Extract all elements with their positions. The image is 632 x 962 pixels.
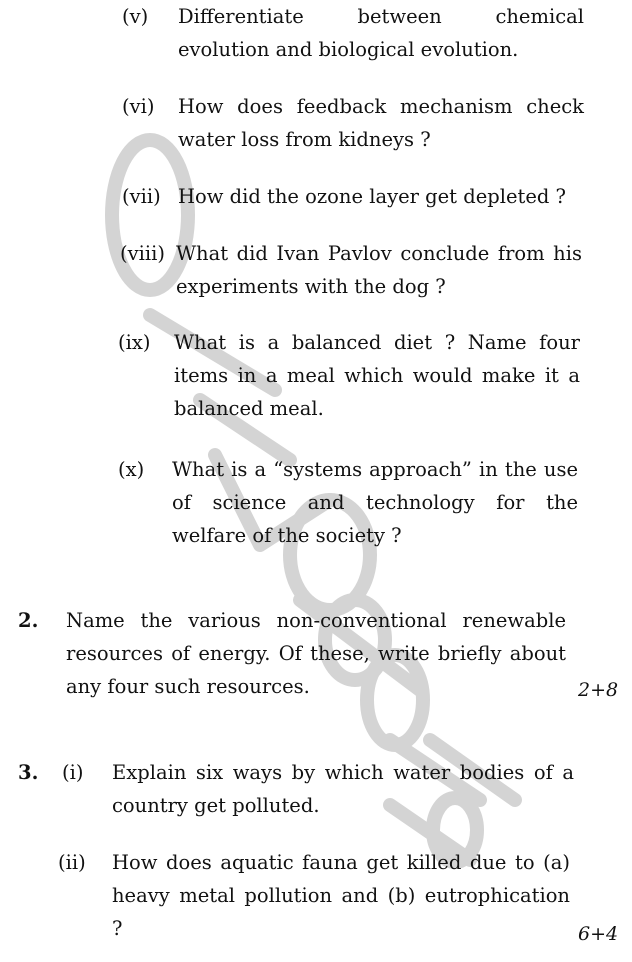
marks-allocation: 6+4 [578, 923, 619, 945]
sub-question-label: (vi) [122, 95, 155, 118]
sub-question-text: Explain six ways by which water bodies of a country get polluted. [112, 761, 574, 817]
sub-question-text: How does feedback mechanism check water loss from kidneys ? [178, 95, 584, 151]
marks-allocation: 2+8 [578, 679, 619, 701]
sub-question-text: What is a balanced diet ? Name four items in a meal which would make it a balanced meal. [174, 331, 580, 420]
question-text: Name the various non-conventional renewable resources of energy. Of these, write briefly about any four such resources. [66, 609, 566, 698]
sub-question-label: (ix) [118, 331, 151, 354]
sub-question-text: Differentiate between chemical evolution and biological evolution. [178, 5, 584, 61]
question-number: 2. [18, 609, 39, 632]
sub-question-label: (v) [122, 5, 149, 28]
sub-question-label: (i) [62, 761, 84, 784]
sub-question-text: What did Ivan Pavlov conclude from his experiments with the dog ? [176, 242, 582, 298]
sub-question-label: (ii) [58, 851, 86, 874]
sub-question-text: What is a “systems approach” in the use of science and technology for the welfare of the society ? [172, 458, 578, 547]
sub-question-text: How did the ozone layer get depleted ? [178, 185, 567, 208]
sub-question-text: How does aquatic fauna get killed due to (a) heavy metal pollution and (b) eutrophication ? [112, 851, 570, 940]
sub-question-label: (x) [118, 458, 145, 481]
question-number: 3. [18, 761, 39, 784]
sub-question-label: (viii) [120, 242, 165, 265]
sub-question-label: (vii) [122, 185, 161, 208]
